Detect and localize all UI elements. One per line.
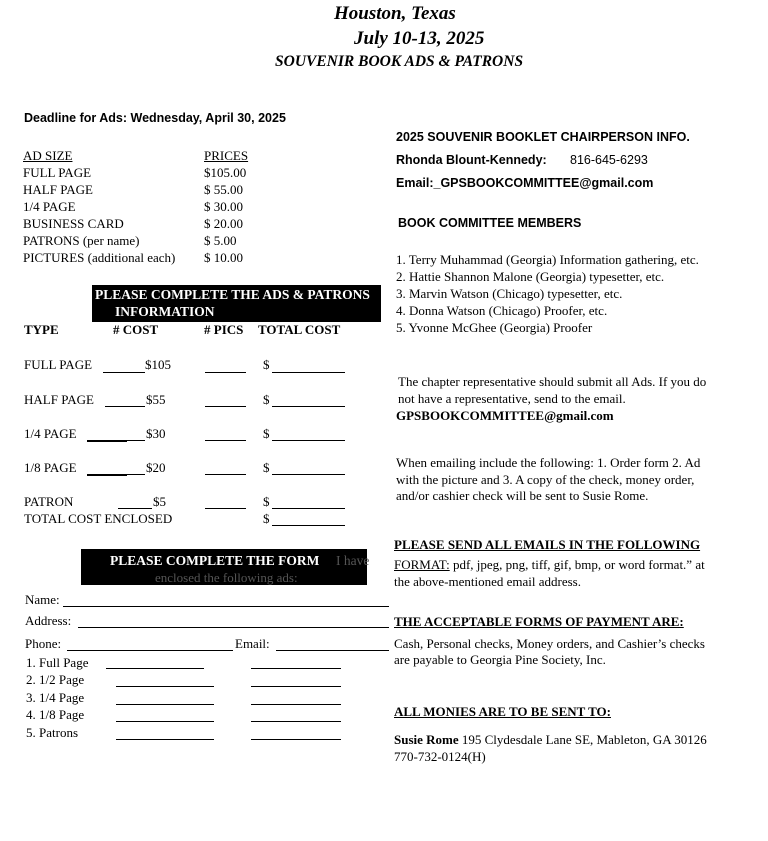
th-cost: # COST <box>113 322 159 337</box>
phone-label: Phone: <box>25 636 62 651</box>
monies-name: Susie Rome <box>394 732 459 747</box>
price-size: FULL PAGE <box>23 165 92 180</box>
header-dates: July 10-13, 2025 <box>354 28 485 49</box>
chair-email: Email:_GPSBOOKCOMMITTEE@gmail.com <box>396 176 654 190</box>
price-size: PATRONS (per name) <box>23 233 140 248</box>
ad-qty-line[interactable] <box>116 739 214 740</box>
ad-amount-line[interactable] <box>251 686 341 687</box>
form-banner-title: PLEASE COMPLETE THE FORM <box>110 553 320 568</box>
row-cost: $20 <box>146 460 166 475</box>
header-city: Houston, Texas <box>334 3 456 24</box>
th-type: TYPE <box>24 322 59 337</box>
list-item: 1. Full Page <box>26 655 89 670</box>
total-line[interactable] <box>272 474 345 475</box>
chair-heading: 2025 SOUVENIR BOOKLET CHAIRPERSON INFO. <box>396 130 690 144</box>
total-line[interactable] <box>272 406 345 407</box>
price-value: $ 20.00 <box>204 216 243 231</box>
ad-qty-line[interactable] <box>116 721 214 722</box>
ad-qty-line[interactable] <box>116 686 214 687</box>
pics-line[interactable] <box>205 372 246 373</box>
qty-line[interactable] <box>87 440 127 442</box>
ads-banner-line1: PLEASE COMPLETE THE ADS & PATRONS <box>95 287 370 302</box>
form-banner-hidden-text-2: enclosed the following ads: <box>155 570 298 585</box>
pics-line[interactable] <box>205 406 246 407</box>
header-subtitle: SOUVENIR BOOK ADS & PATRONS <box>275 53 524 70</box>
send-emails-format <box>394 557 705 573</box>
ad-amount-line[interactable] <box>251 721 341 722</box>
form-banner <box>81 549 370 585</box>
ad-qty-line[interactable] <box>106 668 204 669</box>
col-ad-size: AD SIZE <box>23 148 73 163</box>
list-item: 3. 1/4 Page <box>26 690 85 705</box>
qty-line-ext <box>127 474 145 475</box>
list-item: 4. 1/8 Page <box>26 707 85 722</box>
total-enclosed-line[interactable] <box>272 525 345 526</box>
row-cost: $55 <box>146 392 166 407</box>
name-field[interactable] <box>63 606 389 607</box>
row-total-symbol: $ <box>263 426 270 441</box>
chair-name: Rhonda Blount-Kennedy: <box>396 153 547 167</box>
price-size: HALF PAGE <box>23 182 93 197</box>
pics-line[interactable] <box>205 474 246 475</box>
pics-line[interactable] <box>205 440 246 441</box>
row-total-symbol: $ <box>263 392 270 407</box>
th-pics: # PICS <box>204 322 244 337</box>
price-size: 1/4 PAGE <box>23 199 76 214</box>
rep-note-line1: The chapter representative should submit all Ads. If you do <box>398 374 707 389</box>
send-emails-heading: PLEASE SEND ALL EMAILS IN THE FOLLOWING <box>394 537 701 552</box>
email-label: Email: <box>235 636 270 651</box>
form-banner-hidden-text: I have <box>336 553 370 568</box>
name-label: Name: <box>25 592 60 607</box>
total-line[interactable] <box>272 440 345 441</box>
price-size: PICTURES (additional each) <box>23 250 176 265</box>
price-value: $ 55.00 <box>204 182 243 197</box>
row-cost: $105 <box>145 357 171 372</box>
format-label: FORMAT: <box>394 557 450 572</box>
ad-amount-line[interactable] <box>251 739 341 740</box>
price-value: $105.00 <box>204 165 247 180</box>
th-total: TOTAL COST <box>258 322 341 337</box>
qty-line-ext <box>127 440 145 441</box>
row-type: 1/4 PAGE <box>24 426 77 441</box>
address-label: Address: <box>25 613 72 628</box>
ads-patrons-banner <box>92 285 381 322</box>
list-item: 2. 1/2 Page <box>26 672 85 687</box>
payment-line2: are payable to Georgia Pine Society, Inc. <box>394 652 606 667</box>
qty-line[interactable] <box>87 474 127 476</box>
total-enclosed-label: TOTAL COST ENCLOSED <box>24 511 173 526</box>
list-item: 4. Donna Watson (Chicago) Proofer, etc. <box>396 303 608 318</box>
email-field[interactable] <box>276 650 389 651</box>
row-total-symbol: $ <box>263 494 270 509</box>
list-item: 3. Marvin Watson (Chicago) typesetter, etc. <box>396 286 623 301</box>
qty-line[interactable] <box>103 372 145 373</box>
row-type: FULL PAGE <box>24 357 93 372</box>
email-note-line2: with the picture and 3. A copy of the check, money order, <box>396 472 695 487</box>
rep-note-line2: not have a representative, send to the email. <box>398 391 626 406</box>
list-item: 2. Hattie Shannon Malone (Georgia) typesetter, etc. <box>396 269 665 284</box>
list-item: 1. Terry Muhammad (Georgia) Information gathering, etc. <box>396 252 699 267</box>
monies-heading: ALL MONIES ARE TO BE SENT TO: <box>394 704 611 719</box>
deadline: Deadline for Ads: Wednesday, April 30, 2025 <box>24 111 286 125</box>
total-enclosed-symbol: $ <box>263 511 270 526</box>
monies-address: 195 Clydesdale Lane SE, Mableton, GA 30126 <box>458 732 707 747</box>
phone-field[interactable] <box>67 650 233 651</box>
list-item: 5. Patrons <box>26 725 78 740</box>
payment-line1: Cash, Personal checks, Money orders, and Cashier’s checks <box>394 636 705 651</box>
address-field[interactable] <box>78 627 389 628</box>
email-note-line1: When emailing include the following: 1. Order form 2. Ad <box>396 455 701 470</box>
col-prices: PRICES <box>204 148 249 163</box>
rep-note-email: GPSBOOKCOMMITTEE@gmail.com <box>396 408 614 423</box>
total-line[interactable] <box>272 372 345 373</box>
qty-line[interactable] <box>118 508 152 509</box>
row-type: 1/8 PAGE <box>24 460 77 475</box>
total-line[interactable] <box>272 508 345 509</box>
ads-banner-line2: INFORMATION <box>115 304 215 319</box>
row-cost: $30 <box>146 426 166 441</box>
price-size: BUSINESS CARD <box>23 216 124 231</box>
price-value: $ 5.00 <box>204 233 237 248</box>
price-value: $ 30.00 <box>204 199 243 214</box>
qty-line[interactable] <box>105 406 145 407</box>
row-cost: $5 <box>153 494 166 509</box>
row-type: PATRON <box>24 494 74 509</box>
pics-line[interactable] <box>205 508 246 509</box>
monies-phone: 770-732-0124(H) <box>394 749 486 764</box>
row-total-symbol: $ <box>263 357 270 372</box>
send-emails-line3: the above-mentioned email address. <box>394 574 581 589</box>
monies-address-line <box>394 732 707 748</box>
format-text: pdf, jpeg, png, tiff, gif, bmp, or word format.” at <box>449 557 705 572</box>
row-type: HALF PAGE <box>24 392 94 407</box>
committee-heading: BOOK COMMITTEE MEMBERS <box>398 216 582 230</box>
row-total-symbol: $ <box>263 460 270 475</box>
list-item: 5. Yvonne McGhee (Georgia) Proofer <box>396 320 593 335</box>
ad-qty-line[interactable] <box>116 704 214 705</box>
chair-phone: 816-645-6293 <box>570 153 648 167</box>
payment-heading: THE ACCEPTABLE FORMS OF PAYMENT ARE: <box>394 614 684 629</box>
ad-amount-line[interactable] <box>251 668 341 669</box>
ad-amount-line[interactable] <box>251 704 341 705</box>
email-note-line3: and/or cashier check will be sent to Susie Rome. <box>396 488 649 503</box>
price-value: $ 10.00 <box>204 250 243 265</box>
